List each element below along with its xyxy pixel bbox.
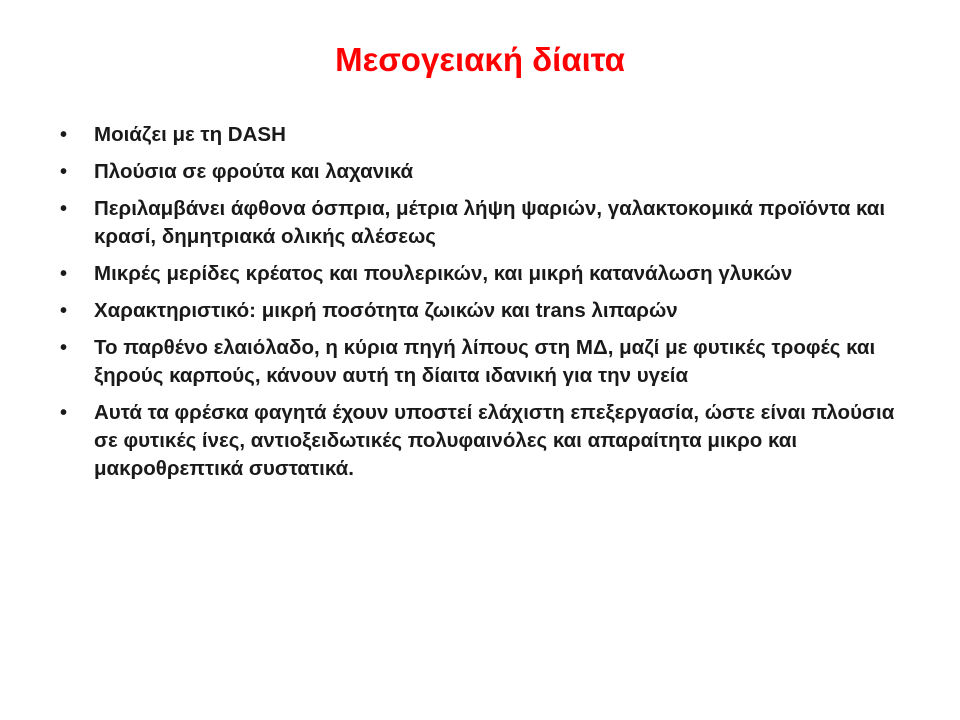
bullet-item (58, 334, 898, 390)
slide-title: Μεσογειακή δίαιτα (335, 41, 625, 78)
bullet-item (58, 260, 898, 288)
bullet-dot-icon: • (60, 124, 68, 146)
bullet-text: Χαρακτηριστικό: μικρή ποσότητα ζωικών και trans λιπαρών (94, 299, 678, 322)
bullet-dot-icon: • (60, 300, 68, 322)
bullet-text: Αυτά τα φρέσκα φαγητά έχουν υποστεί ελάχιστη επεξεργασία, ώστε είναι πλούσια σε φυτικές ίνες, αντιοξειδωτικές πολυφαινόλες και απαραίτητα μικρο και μακροθρεπτικά συστατικά. (94, 401, 895, 480)
bullet-item (58, 195, 898, 251)
bullet-dot-icon: • (60, 198, 68, 220)
bullet-text: Μικρές μερίδες κρέατος και πουλερικών, και μικρή κατανάλωση γλυκών (94, 262, 793, 285)
bullet-item (58, 121, 898, 149)
bullet-text: Το παρθένο ελαιόλαδο, η κύρια πηγή λίπους στη ΜΔ, μαζί με φυτικές τροφές και ξηρούς καρπούς, κάνουν αυτή τη δίαιτα ιδανική για την υγεία (94, 336, 876, 387)
bullet-dot-icon: • (60, 402, 68, 424)
bullet-text: Πλούσια σε φρούτα και λαχανικά (94, 160, 414, 183)
bullet-list (58, 121, 898, 492)
bullet-text: Μοιάζει με τη DASH (94, 123, 286, 146)
bullet-item (58, 158, 898, 186)
bullet-item (58, 297, 898, 325)
bullet-text: Περιλαμβάνει άφθονα όσπρια, μέτρια λήψη ψαριών, γαλακτοκομικά προϊόντα και κρασί, δημητριακά ολικής αλέσεως (94, 197, 886, 248)
bullet-dot-icon: • (60, 263, 68, 285)
bullet-dot-icon: • (60, 337, 68, 359)
bullet-dot-icon: • (60, 161, 68, 183)
bullet-item (58, 399, 898, 483)
